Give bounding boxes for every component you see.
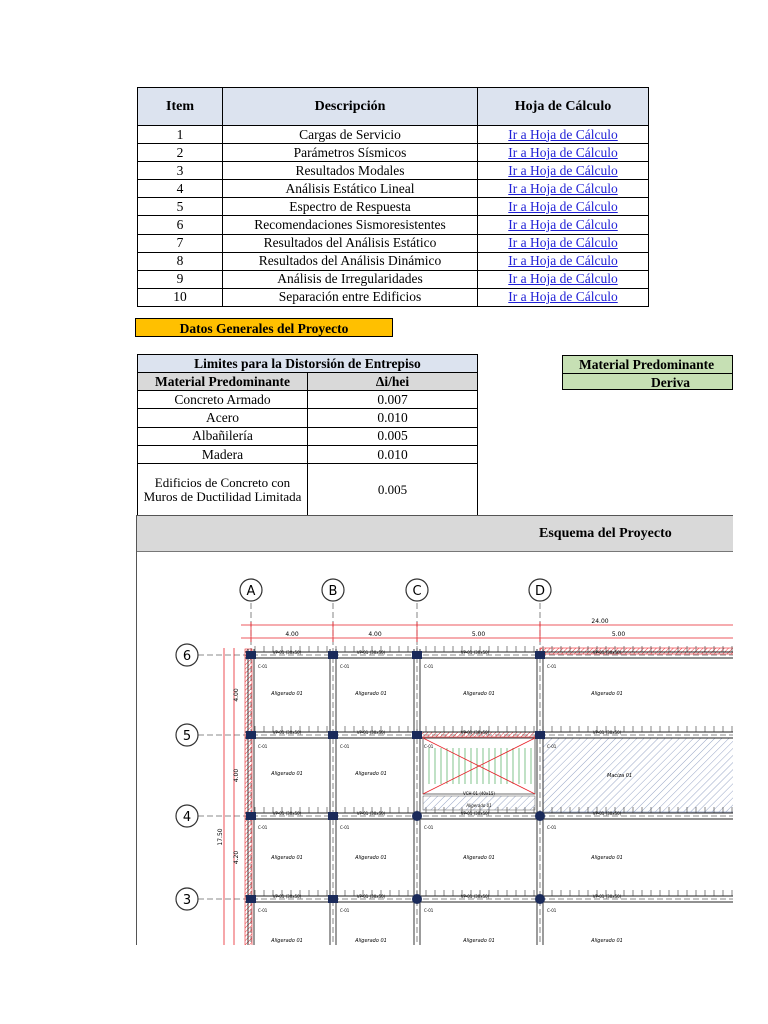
drift-value: 0.010 (308, 409, 478, 427)
column-label: C-01 (424, 744, 434, 749)
slab-label: Aligerado 01 (591, 938, 623, 944)
index-item-number: 9 (138, 270, 223, 288)
drift-material: Concreto Armado (138, 391, 308, 409)
index-item-link-cell (478, 252, 649, 270)
slab-label: Aligerado 01 (271, 855, 303, 861)
grid-label: B (328, 584, 338, 599)
wall-strip (540, 648, 733, 654)
index-item-number: 8 (138, 252, 223, 270)
index-table (137, 87, 649, 307)
index-row (138, 126, 649, 144)
sheet-link[interactable]: Ir a Hoja de Cálculo (508, 198, 618, 214)
sheet-link[interactable]: Ir a Hoja de Cálculo (508, 162, 618, 178)
index-item-number: 5 (138, 198, 223, 216)
dimension-text: 4.00 (368, 631, 382, 638)
index-item-description: Espectro de Respuesta (223, 198, 478, 216)
slab-label: Aligerado 01 (463, 691, 495, 697)
slab-label: Maciza 01 (607, 773, 633, 779)
header-sheet: Hoja de Cálculo (478, 88, 649, 126)
dimension-total: 24.00 (591, 618, 609, 625)
slab-label: Aligerado 01 (355, 938, 387, 944)
sheet-link[interactable]: Ir a Hoja de Cálculo (508, 235, 618, 251)
beam-label: VP-01 (30x50) (592, 894, 622, 899)
project-data-button[interactable]: Datos Generales del Proyecto (135, 318, 393, 337)
grid-label: C (412, 584, 422, 599)
drift-row (138, 464, 478, 516)
sheet-link[interactable]: Ir a Hoja de Cálculo (508, 217, 618, 233)
index-item-number: 4 (138, 180, 223, 198)
beam-label: VP-01 (30x50) (592, 811, 622, 816)
drift-value: 0.005 (308, 464, 478, 516)
column-rectangular (246, 895, 256, 903)
beam-label: VP-01 (30x50) (272, 811, 302, 816)
index-row (138, 252, 649, 270)
slab-label: Aligerado 01 (271, 771, 303, 777)
column-label: C-01 (424, 664, 434, 669)
beam-label: VP-01 (30x50) (272, 650, 302, 655)
index-row (138, 180, 649, 198)
column-circular (535, 811, 545, 821)
drift-material: Madera (138, 445, 308, 463)
index-item-link-cell (478, 162, 649, 180)
column-label: C-01 (424, 825, 434, 830)
index-row (138, 162, 649, 180)
column-rectangular (328, 651, 338, 659)
drift-material: Acero (138, 409, 308, 427)
material-selection-box (562, 355, 733, 390)
column-label: C-01 (258, 908, 268, 913)
dimension-text: 4.00 (233, 768, 240, 783)
drift-col-material: Material Predominante (138, 373, 308, 391)
index-row (138, 270, 649, 288)
index-item-link-cell (478, 234, 649, 252)
slab-label: Aligerado 01 (271, 938, 303, 944)
sheet-link[interactable]: Ir a Hoja de Cálculo (508, 289, 618, 305)
header-description: Descripción (223, 88, 478, 126)
grid-label: 4 (182, 810, 192, 825)
drift-row (138, 445, 478, 463)
material-box-drift: Deriva (651, 375, 690, 390)
drift-material: Edificios de Concreto con Muros de Ductilidad Limitada (138, 464, 308, 516)
column-label: C-01 (424, 908, 434, 913)
drift-value: 0.005 (308, 427, 478, 445)
scheme-header (137, 516, 733, 552)
dimension-total: 17.50 (217, 828, 224, 846)
index-item-description: Análisis Estático Lineal (223, 180, 478, 198)
column-label: C-01 (258, 744, 268, 749)
index-item-number: 1 (138, 126, 223, 144)
sheet-link[interactable]: Ir a Hoja de Cálculo (508, 180, 618, 196)
structural-floor-plan (137, 552, 733, 945)
material-box-label: Material Predominante (563, 356, 732, 374)
column-label: C-01 (258, 664, 268, 669)
index-item-description: Cargas de Servicio (223, 126, 478, 144)
slab-label: Aligerado 01 (463, 855, 495, 861)
column-rectangular (246, 812, 256, 820)
slab-label: Aligerado 01 (355, 855, 387, 861)
project-scheme-panel (136, 515, 733, 945)
index-item-description: Resultados del Análisis Estático (223, 234, 478, 252)
drift-value: 0.007 (308, 391, 478, 409)
drift-value: 0.010 (308, 445, 478, 463)
drift-row (138, 427, 478, 445)
index-item-description: Resultados Modales (223, 162, 478, 180)
grid-label: D (534, 584, 546, 599)
drift-row (138, 391, 478, 409)
index-item-number: 7 (138, 234, 223, 252)
column-rectangular (246, 731, 256, 739)
column-circular (535, 894, 545, 904)
column-circular (412, 894, 422, 904)
index-row (138, 288, 649, 306)
slab-label: Aligerado 01 (463, 938, 495, 944)
solid-slab (543, 738, 733, 812)
stair-slab-label: Aligerado 01 (466, 803, 492, 808)
index-item-description: Recomendaciones Sismoresistentes (223, 216, 478, 234)
slab-label: Aligerado 01 (355, 691, 387, 697)
sheet-link[interactable]: Ir a Hoja de Cálculo (508, 271, 618, 287)
grid-label: 3 (182, 893, 192, 908)
index-row (138, 216, 649, 234)
column-label: C-01 (340, 744, 350, 749)
index-item-link-cell (478, 126, 649, 144)
index-item-number: 2 (138, 144, 223, 162)
grid-label: 5 (182, 729, 192, 744)
column-circular (412, 811, 422, 821)
stair-beam-label: VCH-01 (40x15) (462, 791, 496, 796)
column-rectangular (246, 651, 256, 659)
column-label: C-01 (340, 908, 350, 913)
index-item-number: 10 (138, 288, 223, 306)
column-rectangular (328, 812, 338, 820)
column-label: C-01 (547, 908, 557, 913)
slab-label: Aligerado 01 (591, 855, 623, 861)
column-rectangular (328, 731, 338, 739)
index-item-link-cell (478, 198, 649, 216)
column-label: C-01 (340, 825, 350, 830)
index-item-description: Parámetros Sísmicos (223, 144, 478, 162)
index-item-description: Resultados del Análisis Dinámico (223, 252, 478, 270)
column-rectangular (535, 731, 545, 739)
index-item-number: 3 (138, 162, 223, 180)
sheet-link[interactable]: Ir a Hoja de Cálculo (508, 144, 618, 160)
column-rectangular (328, 895, 338, 903)
index-row (138, 144, 649, 162)
index-item-link-cell (478, 144, 649, 162)
beam-label: VP-01 (30x50) (356, 894, 386, 899)
beam-label: VP-01 (30x50) (272, 894, 302, 899)
beam-label: VP-01 (30x50) (592, 650, 622, 655)
index-item-description: Separación entre Edificios (223, 288, 478, 306)
beam-label: VP-01 (30x50) (460, 894, 490, 899)
index-row (138, 198, 649, 216)
slab-label: Aligerado 01 (355, 771, 387, 777)
sheet-link[interactable]: Ir a Hoja de Cálculo (508, 253, 618, 269)
beam-label: VP-01 (30x50) (356, 730, 386, 735)
drift-row (138, 409, 478, 427)
slab-label: Aligerado 01 (591, 691, 623, 697)
grid-label: A (246, 584, 256, 599)
beam-label: VP-01 (30x50) (356, 811, 386, 816)
dimension-text: 5.00 (471, 631, 486, 638)
dimension-text: 4.20 (233, 850, 240, 865)
beam-label: VP-01 (30x50) (272, 730, 302, 735)
index-item-link-cell (478, 270, 649, 288)
column-rectangular (412, 651, 422, 659)
beam-label: VP-01 (30x50) (592, 730, 622, 735)
scheme-title: Esquema del Proyecto (539, 526, 672, 541)
sheet-link[interactable]: Ir a Hoja de Cálculo (508, 126, 618, 142)
slab-label: Aligerado 01 (271, 691, 303, 697)
dimension-text: 5.00 (611, 631, 626, 638)
beam-label: VP-01 (30x50) (460, 811, 490, 816)
header-item: Item (138, 88, 223, 126)
column-label: C-01 (547, 664, 557, 669)
beam-label: VP-01 (30x50) (460, 730, 490, 735)
index-header-row (138, 88, 649, 126)
index-item-description: Análisis de Irregularidades (223, 270, 478, 288)
beam-label: VP-01 (30x50) (356, 650, 386, 655)
dimension-text: 4.00 (233, 688, 240, 702)
column-label: C-01 (547, 744, 557, 749)
beam-label: VP-01 (30x50) (460, 650, 490, 655)
drift-table-title: Limites para la Distorsión de Entrepiso (138, 355, 478, 373)
index-item-link-cell (478, 216, 649, 234)
index-row (138, 234, 649, 252)
grid-label: 6 (182, 649, 192, 664)
column-rectangular (412, 731, 422, 739)
index-item-number: 6 (138, 216, 223, 234)
drift-col-ratio: Δi/hei (308, 373, 478, 391)
index-item-link-cell (478, 180, 649, 198)
dimension-text: 4.00 (285, 631, 299, 638)
column-label: C-01 (258, 825, 268, 830)
column-label: C-01 (547, 825, 557, 830)
drift-limits-table (137, 354, 478, 516)
drift-material: Albañilería (138, 427, 308, 445)
column-label: C-01 (340, 664, 350, 669)
index-item-link-cell (478, 288, 649, 306)
column-rectangular (535, 651, 545, 659)
